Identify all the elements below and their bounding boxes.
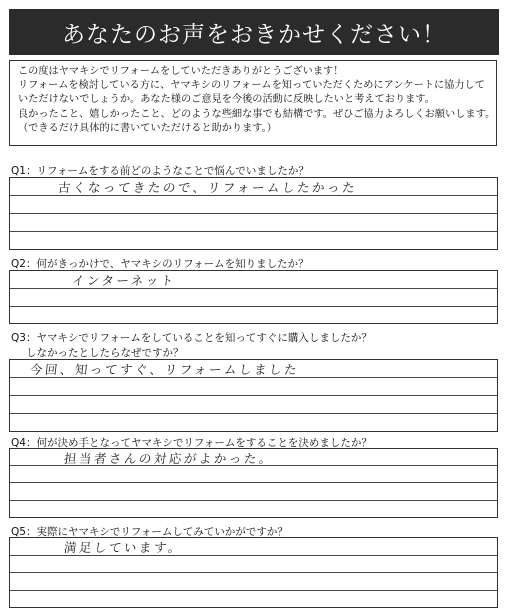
- intro-line: リフォームを検討している方に、ヤマキシのリフォームを知っていただくためにアンケートに協力して: [18, 80, 485, 92]
- ruled-line: [9, 572, 498, 573]
- intro-line: 良かったこと、嬉しかったこと、どのような些細な事でも結構です。ぜひご協力よろしくお願いします。: [18, 108, 496, 120]
- question-3: Q3：ヤマキシでリフォームをしていることを知ってすぐに購入しましたか？: [11, 332, 372, 344]
- intro-line: いただけないでしょうか。あなた様のご意見を今後の活動に反映したいと考えております。: [18, 94, 435, 106]
- question-1: Q1：リフォームをする前どのようなことで悩んでいましたか？: [11, 165, 309, 177]
- ruled-line: [9, 590, 498, 591]
- question-2: Q2：何がきっかけで、ヤマキシのリフォームを知りましたか？: [11, 258, 309, 270]
- ruled-line: [9, 213, 498, 214]
- page-title: あなたのお声をおきかせください！: [9, 9, 499, 55]
- intro-line: この度はヤマキシでリフォームをしていただきありがとうございます！: [18, 66, 344, 77]
- ruled-line: [9, 413, 498, 414]
- question-3-line-2: しなかったとしたらなぜですか？: [26, 347, 184, 359]
- answer-3: 今回、知ってすぐ、リフォームしました: [29, 362, 300, 377]
- ruled-line: [9, 395, 498, 396]
- question-5: Q5：実際にヤマキシでリフォームしてみていかがですか？: [11, 526, 288, 538]
- intro-line: （できるだけ具体的に書いていただけると助かります。）: [18, 122, 277, 134]
- question-4: Q4：何が決め手となってヤマキシでリフォームをすることを決めましたか？: [11, 437, 372, 449]
- answer-1: 古くなってきたので、リフォームしたかった: [57, 180, 358, 195]
- ruled-line: [9, 482, 498, 483]
- answer-4: 担当者さんの対応がよかった。: [63, 451, 275, 466]
- ruled-line: [9, 306, 498, 307]
- answer-5: 満足しています。: [63, 540, 184, 555]
- intro-box: [9, 60, 497, 146]
- ruled-line: [9, 231, 498, 232]
- ruled-line: [9, 500, 498, 501]
- answer-2: インターネット: [71, 273, 177, 288]
